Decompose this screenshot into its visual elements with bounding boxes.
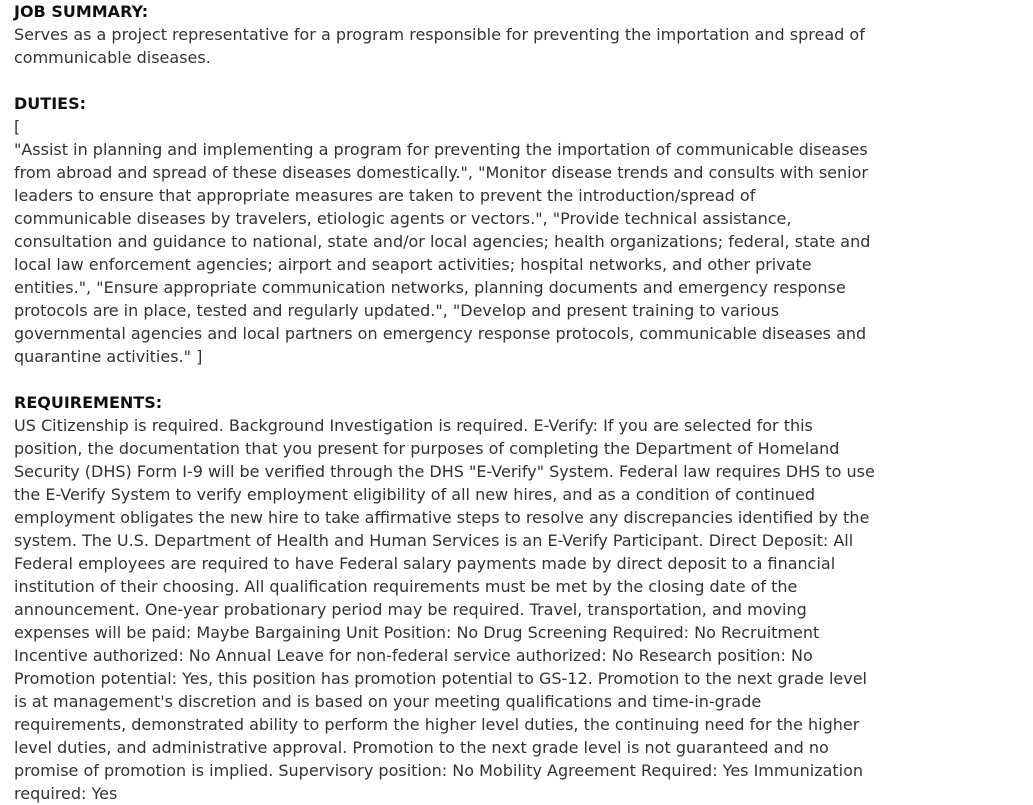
duties-section <box>14 92 876 368</box>
job-summary-section <box>14 0 876 69</box>
requirements-section <box>14 391 876 805</box>
job-summary-text: Serves as a project representative for a program responsible for preventing the importation and spread of communicable diseases. <box>14 25 865 67</box>
section-spacer <box>14 368 1033 391</box>
requirements-text: US Citizenship is required. Background Investigation is required. E-Verify: If you are selected for this position, the documentation that you present for purposes of completing the Department of Homeland Security (DHS) Form I-9 will be verified through the DHS "E-Verify" System. Federal law requires DHS to use the E-Verify System to verify employment eligibility of all new hires, and as a condition of continued employment obligates the new hire to take affirmative steps to resolve any discrepancies identified by the system. The U.S. Department of Health and Human Services is an E-Verify Participant. Direct Deposit: All Federal employees are required to have Federal salary payments made by direct deposit to a financial institution of their choosing. All qualification requirements must be met by the closing date of the announcement. One-year probationary period may be required. Travel, transportation, and moving expenses will be paid: Maybe Bargaining Unit Position: No Drug Screening Required: No Recruitment Incentive authorized: No Annual Leave for non-federal service authorized: No Research position: No Promotion potential: Yes, this position has promotion potential to GS-12. Promotion to the next grade level is at management's discretion and is based on your meeting qualifications and time-in-grade requirements, demonstrated ability to perform the higher level duties, the continuing need for the higher level duties, and administrative approval. Promotion to the next grade level is not guaranteed and no promise of promotion is implied. Supervisory position: No Mobility Agreement Required: Yes Immunization required: Yes <box>14 416 875 803</box>
duties-open-bracket: [ <box>14 117 21 136</box>
requirements-heading: REQUIREMENTS: <box>14 393 163 412</box>
section-spacer <box>14 69 1033 92</box>
duties-heading: DUTIES: <box>14 94 86 113</box>
duties-text: "Assist in planning and implementing a program for preventing the importation of communicable diseases from abroad and spread of these diseases domestically.", "Monitor disease trends and consults with senior leaders to ensure that appropriate measures are taken to prevent the introduction/spread of communicable diseases by travelers, etiologic agents or vectors.", "Provide technical assistance, consultation and guidance to national, state and/or local agencies; health organizations; federal, state and local law enforcement agencies; airport and seaport activities; hospital networks, and other private entities.", "Ensure appropriate communication networks, planning documents and emergency response protocols are in place, tested and regularly updated.", "Develop and present training to various governmental agencies and local partners on emergency response protocols, communicable diseases and quarantine activities." ] <box>14 140 871 366</box>
job-summary-heading: JOB SUMMARY: <box>14 2 149 21</box>
